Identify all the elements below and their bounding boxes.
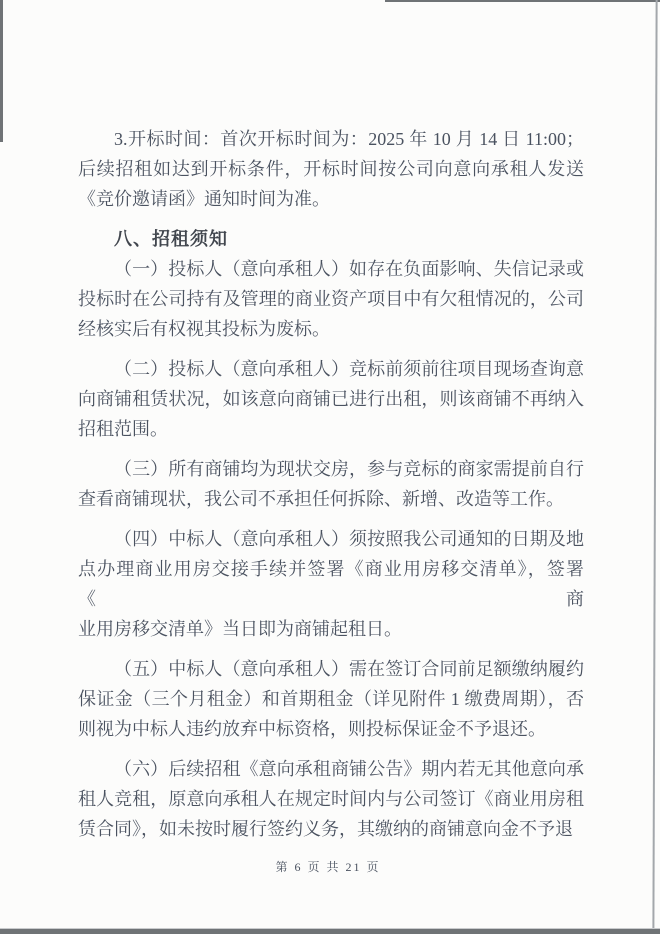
section-heading: [78, 224, 584, 254]
text-line: 《竞价邀请函》通知时间为准。: [78, 189, 330, 209]
paragraph: [78, 754, 584, 844]
text-line: 投标时在公司持有及管理的商业资产项目中有欠租情况的，公司: [78, 289, 584, 309]
text-line: 招租范围。: [78, 419, 168, 439]
document-body: [78, 124, 584, 844]
text-line: 保证金（三个月租金）和首期租金（详见附件 1 缴费周期），否: [78, 689, 584, 709]
text-line: （六）后续招租《意向承租商铺公告》期内若无其他意向承: [114, 759, 584, 779]
scan-edge-right: [652, 0, 657, 934]
paragraph: [78, 524, 584, 644]
text-line: 3.开标时间：首次开标时间为：2025 年 10 月 14 日 11:00；: [114, 129, 584, 149]
scan-edge-left: [0, 0, 3, 142]
text-line: 经核实后有权视其投标为废标。: [78, 319, 330, 339]
paragraph: [78, 254, 584, 344]
scan-edge-top: [385, 0, 660, 2]
text-line: （二）投标人（意向承租人）竞标前须前往项目现场查询意: [114, 359, 584, 379]
text-line: （一）投标人（意向承租人）如存在负面影响、失信记录或: [114, 259, 584, 279]
text-line: （五）中标人（意向承租人）需在签订合同前足额缴纳履约: [114, 659, 584, 679]
text-line: 查看商铺现状，我公司不承担任何拆除、新增、改造等工作。: [78, 489, 564, 509]
text-line: 租人竞租，原意向承租人在规定时间内与公司签订《商业用房租: [78, 789, 584, 809]
paragraph: [78, 454, 584, 514]
page-number-label: 第 6 页 共 21 页: [275, 860, 381, 874]
text-line: 则视为中标人违约放弃中标资格，则投标保证金不予退还。: [78, 719, 546, 739]
text-line: 后续招租如达到开标条件，开标时间按公司向意向承租人发送: [78, 159, 584, 179]
page-footer: [0, 858, 656, 875]
paragraph: [78, 354, 584, 444]
paragraph: [78, 654, 584, 744]
text-line: （三）所有商铺均为现状交房，参与竞标的商家需提前自行: [114, 459, 584, 479]
text-line: 赁合同》，如未按时履行签约义务，其缴纳的商铺意向金不予退: [78, 819, 573, 839]
text-line: 向商铺租赁状况，如该意向商铺已进行出租，则该商铺不再纳入: [78, 389, 584, 409]
text-line: 八、招租须知: [114, 229, 228, 249]
text-line: （四）中标人（意向承租人）须按照我公司通知的日期及地: [114, 529, 584, 549]
text-line: 业用房移交清单》当日即为商铺起租日。: [78, 619, 402, 639]
scan-edge-bottom: [0, 929, 660, 934]
text-line: 点办理商业用房交接手续并签署《商业用房移交清单》，签署《商: [78, 559, 584, 609]
paragraph: [78, 124, 584, 214]
